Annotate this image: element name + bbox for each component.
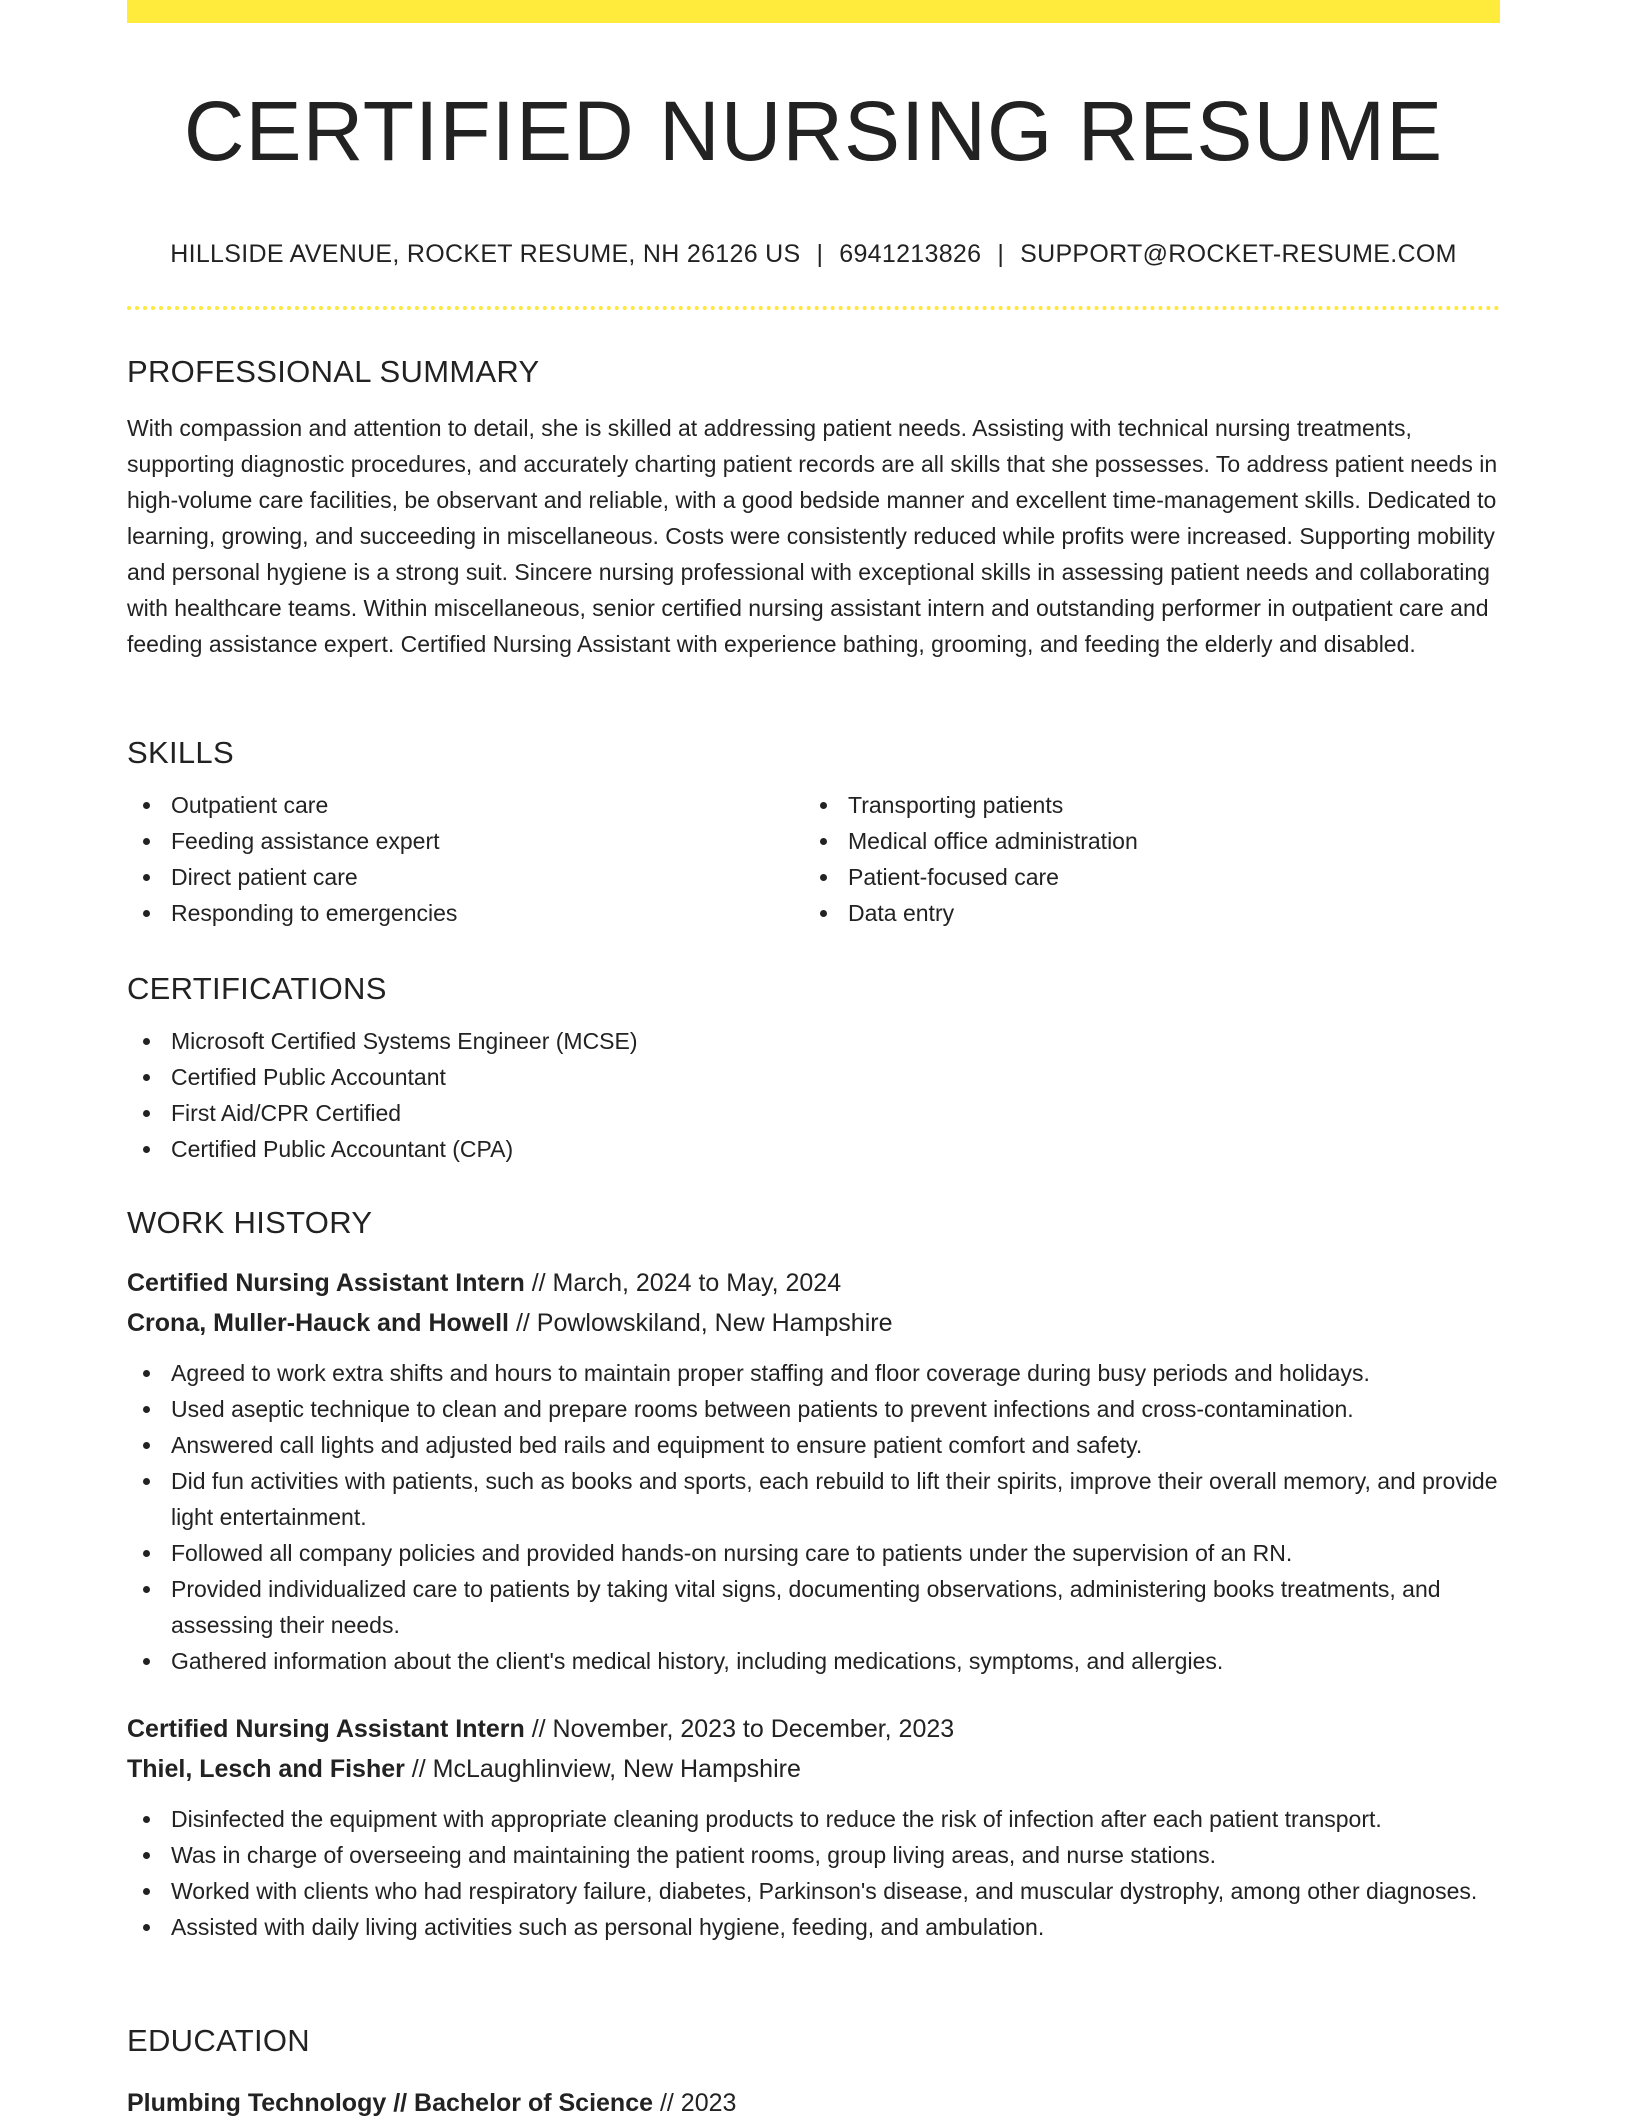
job-dates: // November, 2023 to December, 2023: [524, 1715, 955, 1743]
certification-item: Microsoft Certified Systems Engineer (MCSE): [127, 1023, 1500, 1059]
contact-email: SUPPORT@ROCKET-RESUME.COM: [1020, 240, 1457, 268]
job-location: // McLaughlinview, New Hampshire: [404, 1755, 801, 1783]
job-bullet: Did fun activities with patients, such as books and sports, each rebuild to lift their spirits, improve their overall memory, and provide light entertainment.: [127, 1463, 1500, 1535]
job-bullet: Answered call lights and adjusted bed rails and equipment to ensure patient comfort and safety.: [127, 1427, 1500, 1463]
job-bullet: Agreed to work extra shifts and hours to maintain proper staffing and floor coverage during busy periods and holidays.: [127, 1355, 1500, 1391]
job-entry: [127, 1709, 1500, 1945]
job-company: Crona, Muller-Hauck and Howell: [127, 1309, 510, 1337]
skill-item: Data entry: [804, 895, 1481, 931]
skill-item: Medical office administration: [804, 823, 1481, 859]
job-bullets: [127, 1801, 1500, 1945]
skills-section: [127, 733, 1500, 931]
job-bullet: Provided individualized care to patients by taking vital signs, documenting observations, administering books treatments, and assessing their needs.: [127, 1571, 1500, 1643]
skills-list-left: [127, 787, 804, 931]
job-title-line: [127, 1263, 1500, 1303]
skill-item: Transporting patients: [804, 787, 1481, 823]
section-heading-skills: SKILLS: [127, 735, 234, 770]
section-heading-certifications: CERTIFICATIONS: [127, 971, 387, 1006]
contact-line: [127, 236, 1500, 272]
accent-bar: [127, 0, 1500, 23]
skills-columns: [127, 787, 1500, 931]
job-bullet: Used aseptic technique to clean and prepare rooms between patients to prevent infections and cross-contamination.: [127, 1391, 1500, 1427]
resume-title: CERTIFIED NURSING RESUME: [183, 84, 1444, 178]
certification-item: Certified Public Accountant: [127, 1059, 1500, 1095]
education-section: [127, 2021, 1500, 2123]
certification-item: Certified Public Accountant (CPA): [127, 1131, 1500, 1167]
job-company-line: [127, 1749, 1500, 1789]
skill-item: Patient-focused care: [804, 859, 1481, 895]
job-bullets: [127, 1355, 1500, 1679]
work-history-section: [127, 1203, 1500, 1945]
job-title: Certified Nursing Assistant Intern: [127, 1715, 525, 1743]
certifications-section: [127, 969, 1500, 1167]
job-company: Thiel, Lesch and Fisher: [127, 1755, 405, 1783]
skill-item: Outpatient care: [127, 787, 804, 823]
certification-item: First Aid/CPR Certified: [127, 1095, 1500, 1131]
job-location: // Powlowskiland, New Hampshire: [509, 1309, 893, 1337]
contact-address: HILLSIDE AVENUE, ROCKET RESUME, NH 26126 US: [170, 240, 801, 268]
job-bullet: Gathered information about the client's medical history, including medications, symptoms, and allergies.: [127, 1643, 1500, 1679]
education-degree: Plumbing Technology // Bachelor of Science: [127, 2089, 654, 2117]
summary-text: With compassion and attention to detail, she is skilled at addressing patient needs. Assisting with technical nursing treatments, supporting diagnostic procedures, and accurately charting patient records are all skills that she possesses. To address patient needs in high-volume care facilities, be observant and reliable, with a good bedside manner and excellent time-management skills. Dedicated to learning, growing, and succeeding in miscellaneous. Costs were consistently reduced while profits were increased. Supporting mobility and personal hygiene is a strong suit. Sincere nursing professional with exceptional skills in assessing patient needs and collaborating with healthcare teams. Within miscellaneous, senior certified nursing assistant intern and outstanding performer in outpatient care and feeding assistance expert. Certified Nursing Assistant with experience bathing, grooming, and feeding the elderly and disabled.: [127, 415, 1498, 657]
job-title-line: [127, 1709, 1500, 1749]
skill-item: Feeding assistance expert: [127, 823, 804, 859]
summary-section: [127, 352, 1500, 662]
contact-separator: |: [997, 240, 1005, 268]
education-year: // 2023: [653, 2089, 737, 2117]
contact-separator: |: [816, 240, 824, 268]
header-divider: [127, 306, 1500, 310]
skill-item: Direct patient care: [127, 859, 804, 895]
section-heading-summary: PROFESSIONAL SUMMARY: [127, 354, 540, 389]
job-bullet: Was in charge of overseeing and maintaining the patient rooms, group living areas, and nurse stations.: [127, 1837, 1500, 1873]
job-bullet: Assisted with daily living activities such as personal hygiene, feeding, and ambulation.: [127, 1909, 1500, 1945]
job-dates: // March, 2024 to May, 2024: [524, 1269, 842, 1297]
job-entry: [127, 1263, 1500, 1679]
skills-list-right: [804, 787, 1481, 931]
certifications-list: [127, 1023, 1500, 1167]
job-title: Certified Nursing Assistant Intern: [127, 1269, 525, 1297]
job-bullet: Disinfected the equipment with appropriate cleaning products to reduce the risk of infection after each patient transport.: [127, 1801, 1500, 1837]
job-bullet: Worked with clients who had respiratory failure, diabetes, Parkinson's disease, and muscular dystrophy, among other diagnoses.: [127, 1873, 1500, 1909]
section-heading-education: EDUCATION: [127, 2023, 310, 2058]
job-bullet: Followed all company policies and provided hands-on nursing care to patients under the supervision of an RN.: [127, 1535, 1500, 1571]
section-heading-work-history: WORK HISTORY: [127, 1205, 373, 1240]
skill-item: Responding to emergencies: [127, 895, 804, 931]
contact-phone: 6941213826: [839, 240, 982, 268]
education-line: [127, 2083, 1500, 2123]
job-company-line: [127, 1303, 1500, 1343]
